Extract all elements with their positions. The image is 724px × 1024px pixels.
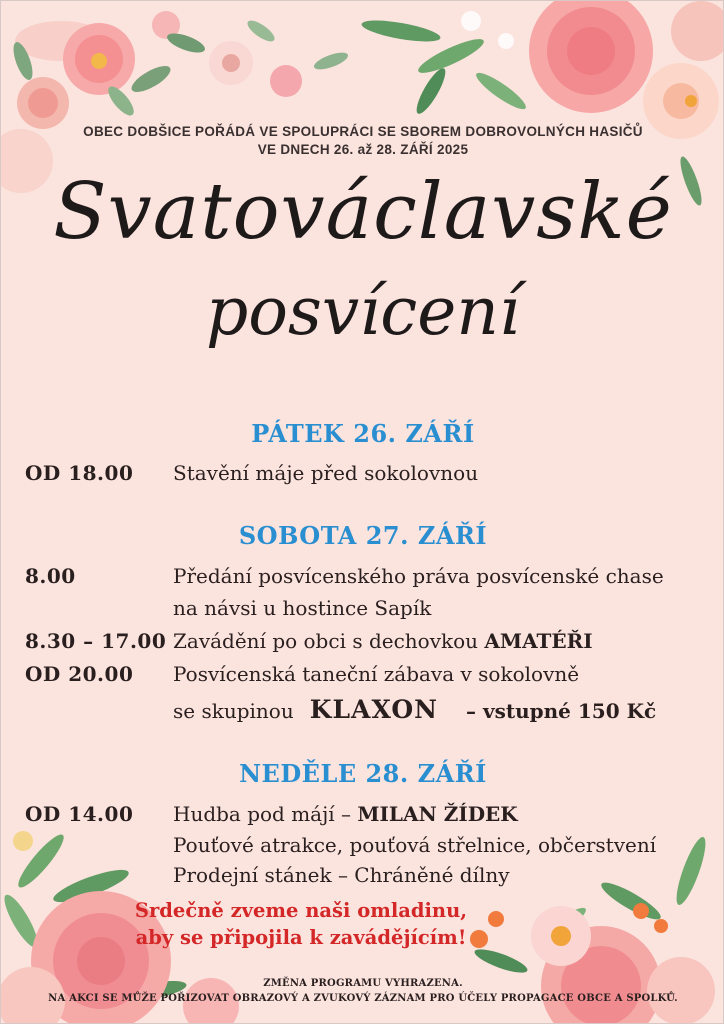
entry-fee: – vstupné 150 Kč <box>466 699 657 723</box>
sunday-row-2 <box>25 833 705 863</box>
dance-band-name: KLAXON <box>309 695 439 724</box>
title-line-1: Svatováclavské <box>53 167 673 257</box>
saturday-row-3-cont <box>25 695 705 725</box>
saturday-row-2 <box>25 629 705 659</box>
friday-heading: PÁTEK 26. ZÁŘÍ <box>251 419 475 448</box>
date-range-line: VE DNECH 26. až 28. ZÁŘÍ 2025 <box>257 142 469 157</box>
sunday-row-1-text <box>173 802 518 826</box>
sunday-row-2-text: Pouťové atrakce, pouťová střelnice, občerstvení <box>173 833 657 857</box>
sunday-row-1-time: OD 14.00 <box>25 802 134 826</box>
invitation-line-2: aby se připojila k zavádějícím! <box>135 926 467 949</box>
organizer-line: OBEC DOBŠICE POŘÁDÁ VE SPOLUPRÁCI SE SBOREM DOBROVOLNÝCH HASIČŮ <box>83 124 643 139</box>
invitation-line-1: Srdečně zveme naši omladinu, <box>134 899 468 922</box>
sunday-row-1-desc: Hudba pod májí – <box>173 802 358 826</box>
saturday-heading: SOBOTA 27. ZÁŘÍ <box>238 521 488 550</box>
sunday-row-3 <box>25 863 705 893</box>
saturday-row-3-text: Posvícenská taneční zábava v sokolovně <box>173 662 580 686</box>
saturday-row-1-text-2: na návsi u hostince Sapík <box>173 596 432 620</box>
sunday-row-3-text: Prodejní stánek – Chráněné dílny <box>173 863 510 887</box>
title-line-2: posvícení <box>206 273 520 350</box>
saturday-row-2-time: 8.30 – 17.00 <box>25 629 167 653</box>
footer-line-2: NA AKCI SE MŮŽE POŘIZOVAT OBRAZOVÝ A ZVUKOVÝ ZÁZNAM PRO ÚČELY PROPAGACE OBCE A SPOLKŮ. <box>48 993 678 1004</box>
footer-note <box>1 976 724 1006</box>
saturday-row-2-desc: Zavádění po obci s dechovkou <box>173 629 485 653</box>
friday-row-1 <box>25 461 705 491</box>
saturday-row-3 <box>25 662 705 692</box>
invitation-text <box>91 897 511 951</box>
friday-row-1-text: Stavění máje před sokolovnou <box>173 461 479 485</box>
saturday-row-3-time: OD 20.00 <box>25 662 134 686</box>
band-prefix: se skupinou <box>173 699 294 723</box>
saturday-row-1 <box>25 564 705 594</box>
sunday-row-1 <box>25 802 705 832</box>
brass-band-name: AMATÉŘI <box>484 629 593 653</box>
sunday-heading: NEDĚLE 28. ZÁŘÍ <box>239 759 487 788</box>
music-performer-name: MILAN ŽÍDEK <box>357 802 518 826</box>
saturday-row-1-text: Předání posvícenského práva posvícenské chase <box>173 564 664 588</box>
saturday-row-3-text-2 <box>173 695 656 724</box>
saturday-row-1-cont <box>25 596 705 626</box>
friday-row-1-time: OD 18.00 <box>25 461 134 485</box>
footer-line-1: ZMĚNA PROGRAMU VYHRAZENA. <box>263 978 463 989</box>
saturday-row-2-text <box>173 629 593 653</box>
top-left-flowers <box>1 11 350 193</box>
saturday-row-1-time: 8.00 <box>25 564 76 588</box>
